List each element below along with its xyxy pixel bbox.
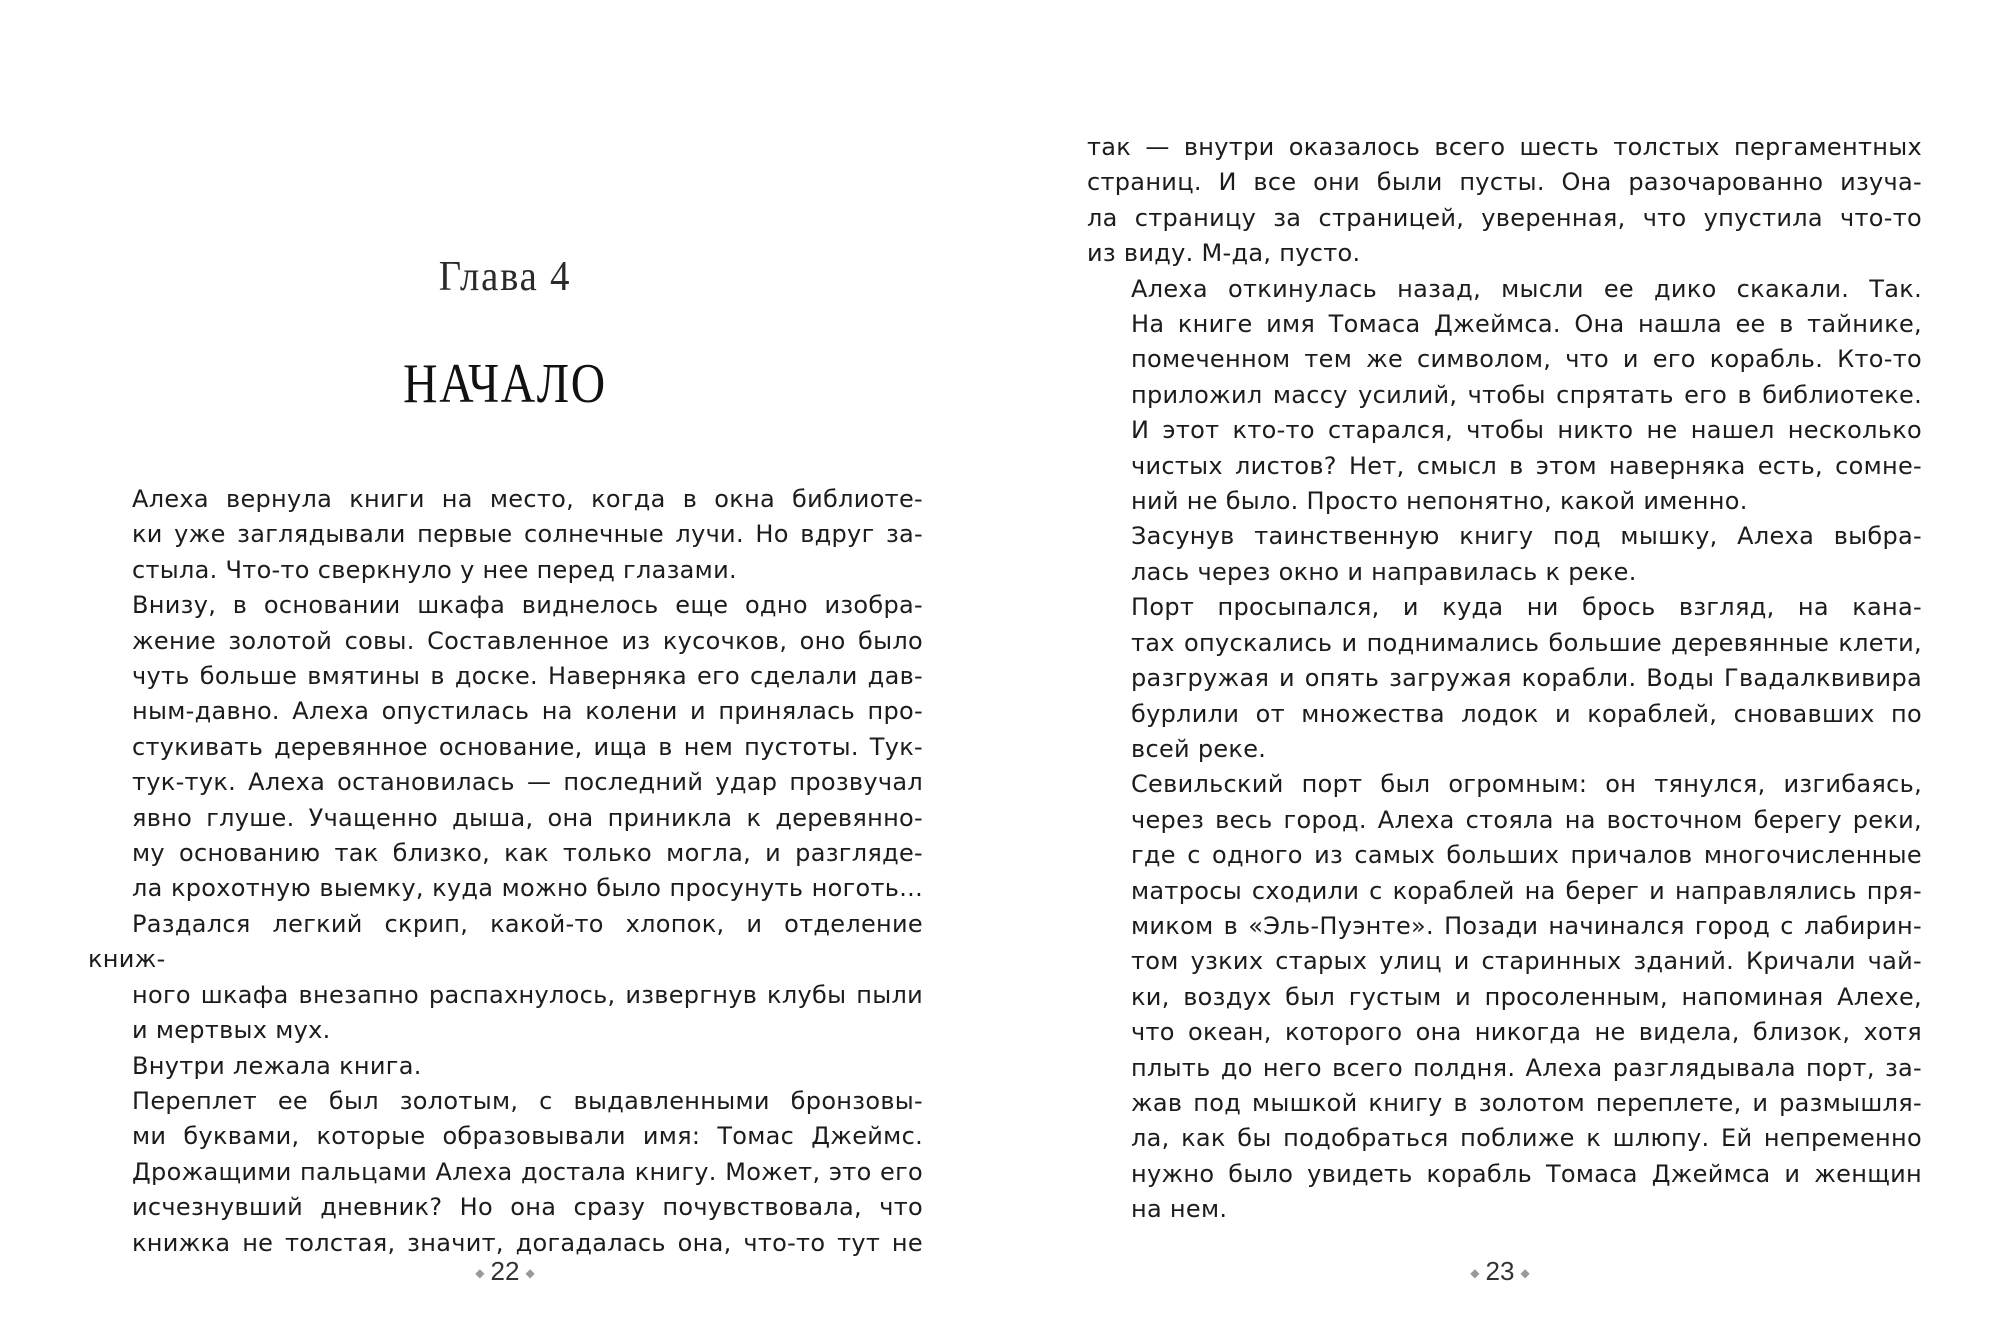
chapter-title: НАЧАЛО [403, 353, 607, 415]
text-line: тах опускались и поднимались большие деревянные клети, [1131, 628, 1922, 657]
chapter-label: Глава 4 [438, 254, 572, 300]
text-line: Засунув таинственную книгу под мышку, Алеха выбра- [1131, 522, 1922, 551]
text-line: му основанию так близко, как только могла, и разгляде- [132, 839, 923, 868]
text-line: Севильский порт был огромным: он тянулся, изгибаясь, [1131, 770, 1922, 799]
text-line: том узких старых улиц и старинных зданий. Кричали чай- [1131, 947, 1922, 976]
text-line: всей реке. [1131, 734, 1267, 763]
text-line: стукивать деревянное основание, ища в нем пустоты. Тук- [132, 732, 923, 761]
text-line: ки уже заглядывали первые солнечные лучи. Но вдруг за- [132, 520, 923, 549]
folio-ornament-icon: ◆ [525, 1266, 535, 1281]
folio-ornament-icon: ◆ [475, 1266, 485, 1281]
text-line: миком в «Эль-Пуэнте». Позади начинался город с лабирин- [1131, 911, 1922, 940]
page-number: 22 [490, 1256, 520, 1286]
paragraph [1087, 130, 1922, 272]
text-line: лась через окно и направилась к реке. [1131, 557, 1637, 586]
text-line: Внутри лежала книга. [132, 1051, 422, 1080]
text-line: ла, как бы подобраться поближе к шлюпу. Ей непременно [1131, 1124, 1922, 1153]
text-line: помеченном тем же символом, что и его корабль. Кто-то [1131, 345, 1922, 374]
text-line: книжка не толстая, значит, догадалась она, что-то тут не [132, 1228, 923, 1257]
text-line: и мертвых мух. [132, 1016, 331, 1045]
page-number-right [1000, 1256, 2000, 1287]
text-line: жение золотой совы. Составленное из кусочков, оно было [132, 626, 923, 655]
text-line: ми буквами, которые образовывали имя: Томас Джеймс. [132, 1122, 923, 1151]
text-line: из виду. М-да, пусто. [1087, 239, 1361, 268]
paragraph [1087, 519, 1922, 590]
text-line: где с одного из самых больших причалов многочисленные [1131, 841, 1922, 870]
text-line: Алеха вернула книги на место, когда в окна библиоте- [132, 485, 923, 513]
text-line: ла страницу за страницей, уверенная, что упустила что-то [1087, 203, 1922, 232]
page-number: 23 [1485, 1256, 1515, 1286]
text-line: ний не было. Просто непонятно, какой именно. [1131, 487, 1748, 516]
text-line: разгружая и опять загружая корабли. Воды Гвадалквивира [1131, 664, 1922, 693]
text-line: плыть до него всего полдня. Алеха разглядывала порт, за- [1131, 1053, 1922, 1082]
text-line: явно глуше. Учащенно дыша, она приникла к деревянно- [132, 803, 923, 832]
paragraph [1087, 767, 1922, 1227]
text-line: через весь город. Алеха стояла на восточном берегу реки, [1131, 805, 1922, 834]
text-line: чистых листов? Нет, смысл в этом наверняка есть, сомне- [1131, 451, 1922, 480]
text-line: ного шкафа внезапно распахнулось, извергнув клубы пыли [132, 980, 923, 1009]
text-line: так — внутри оказалось всего шесть толстых пергаментных [1087, 133, 1922, 161]
text-line: жав под мышкой книгу в золотом переплете, и размышля- [1131, 1088, 1922, 1117]
paragraph [88, 1049, 923, 1084]
text-line: тук-тук. Алеха остановилась — последний удар прозвучал [132, 768, 923, 797]
text-line: бурлили от множества лодок и кораблей, сновавших по [1131, 699, 1922, 728]
text-line: стыла. Что-то сверкнуло у нее перед глазами. [132, 555, 737, 584]
text-line: ным-давно. Алеха опустилась на колени и принялась про- [132, 697, 923, 726]
text-line: приложил массу усилий, чтобы спрятать его в библиотеке. [1131, 380, 1922, 409]
text-line: матросы сходили с кораблей на берег и направлялись пря- [1131, 876, 1922, 905]
paragraph [88, 1084, 923, 1261]
text-line: Раздался легкий скрип, какой-то хлопок, и отделение книж- [88, 909, 923, 974]
text-line: На книге имя Томаса Джеймса. Она нашла ее в тайнике, [1131, 310, 1922, 339]
text-line: Алеха откинулась назад, мысли ее дико скакали. Так. [1131, 274, 1922, 303]
text-line: И этот кто-то старался, чтобы никто не нашел несколько [1131, 416, 1922, 445]
left-page-text [88, 482, 923, 1261]
text-line: ки, воздух был густым и просоленным, напоминая Алехе, [1131, 982, 1922, 1011]
text-line: исчезнувший дневник? Но она сразу почувствовала, что [132, 1193, 923, 1222]
paragraph [1087, 272, 1922, 520]
page-number-left [5, 1256, 1005, 1287]
text-line: Порт просыпался, и куда ни брось взгляд, на кана- [1131, 593, 1922, 622]
text-line: ла крохотную выемку, куда можно было просунуть ноготь... [132, 874, 923, 903]
text-line: страниц. И все они были пусты. Она разочарованно изуча- [1087, 168, 1922, 197]
folio-ornament-icon: ◆ [1520, 1266, 1530, 1281]
text-line: на нем. [1131, 1195, 1228, 1224]
text-line: чуть больше вмятины в доске. Наверняка его сделали дав- [132, 662, 923, 691]
paragraph [88, 482, 923, 588]
folio-ornament-icon: ◆ [1470, 1266, 1480, 1281]
text-line: что океан, которого она никогда не видела, близок, хотя [1131, 1018, 1922, 1047]
text-line: Переплет ее был золотым, с выдавленными бронзовы- [132, 1086, 923, 1115]
text-line: нужно было увидеть корабль Томаса Джеймса и женщин [1131, 1159, 1922, 1188]
right-page-text [1087, 130, 1922, 1228]
paragraph [88, 588, 923, 1048]
text-line: Дрожащими пальцами Алеха достала книгу. Может, это его [132, 1157, 923, 1186]
paragraph [1087, 590, 1922, 767]
right-page [1000, 0, 2000, 1344]
text-line: Внизу, в основании шкафа виднелось еще одно изобра- [132, 591, 923, 620]
